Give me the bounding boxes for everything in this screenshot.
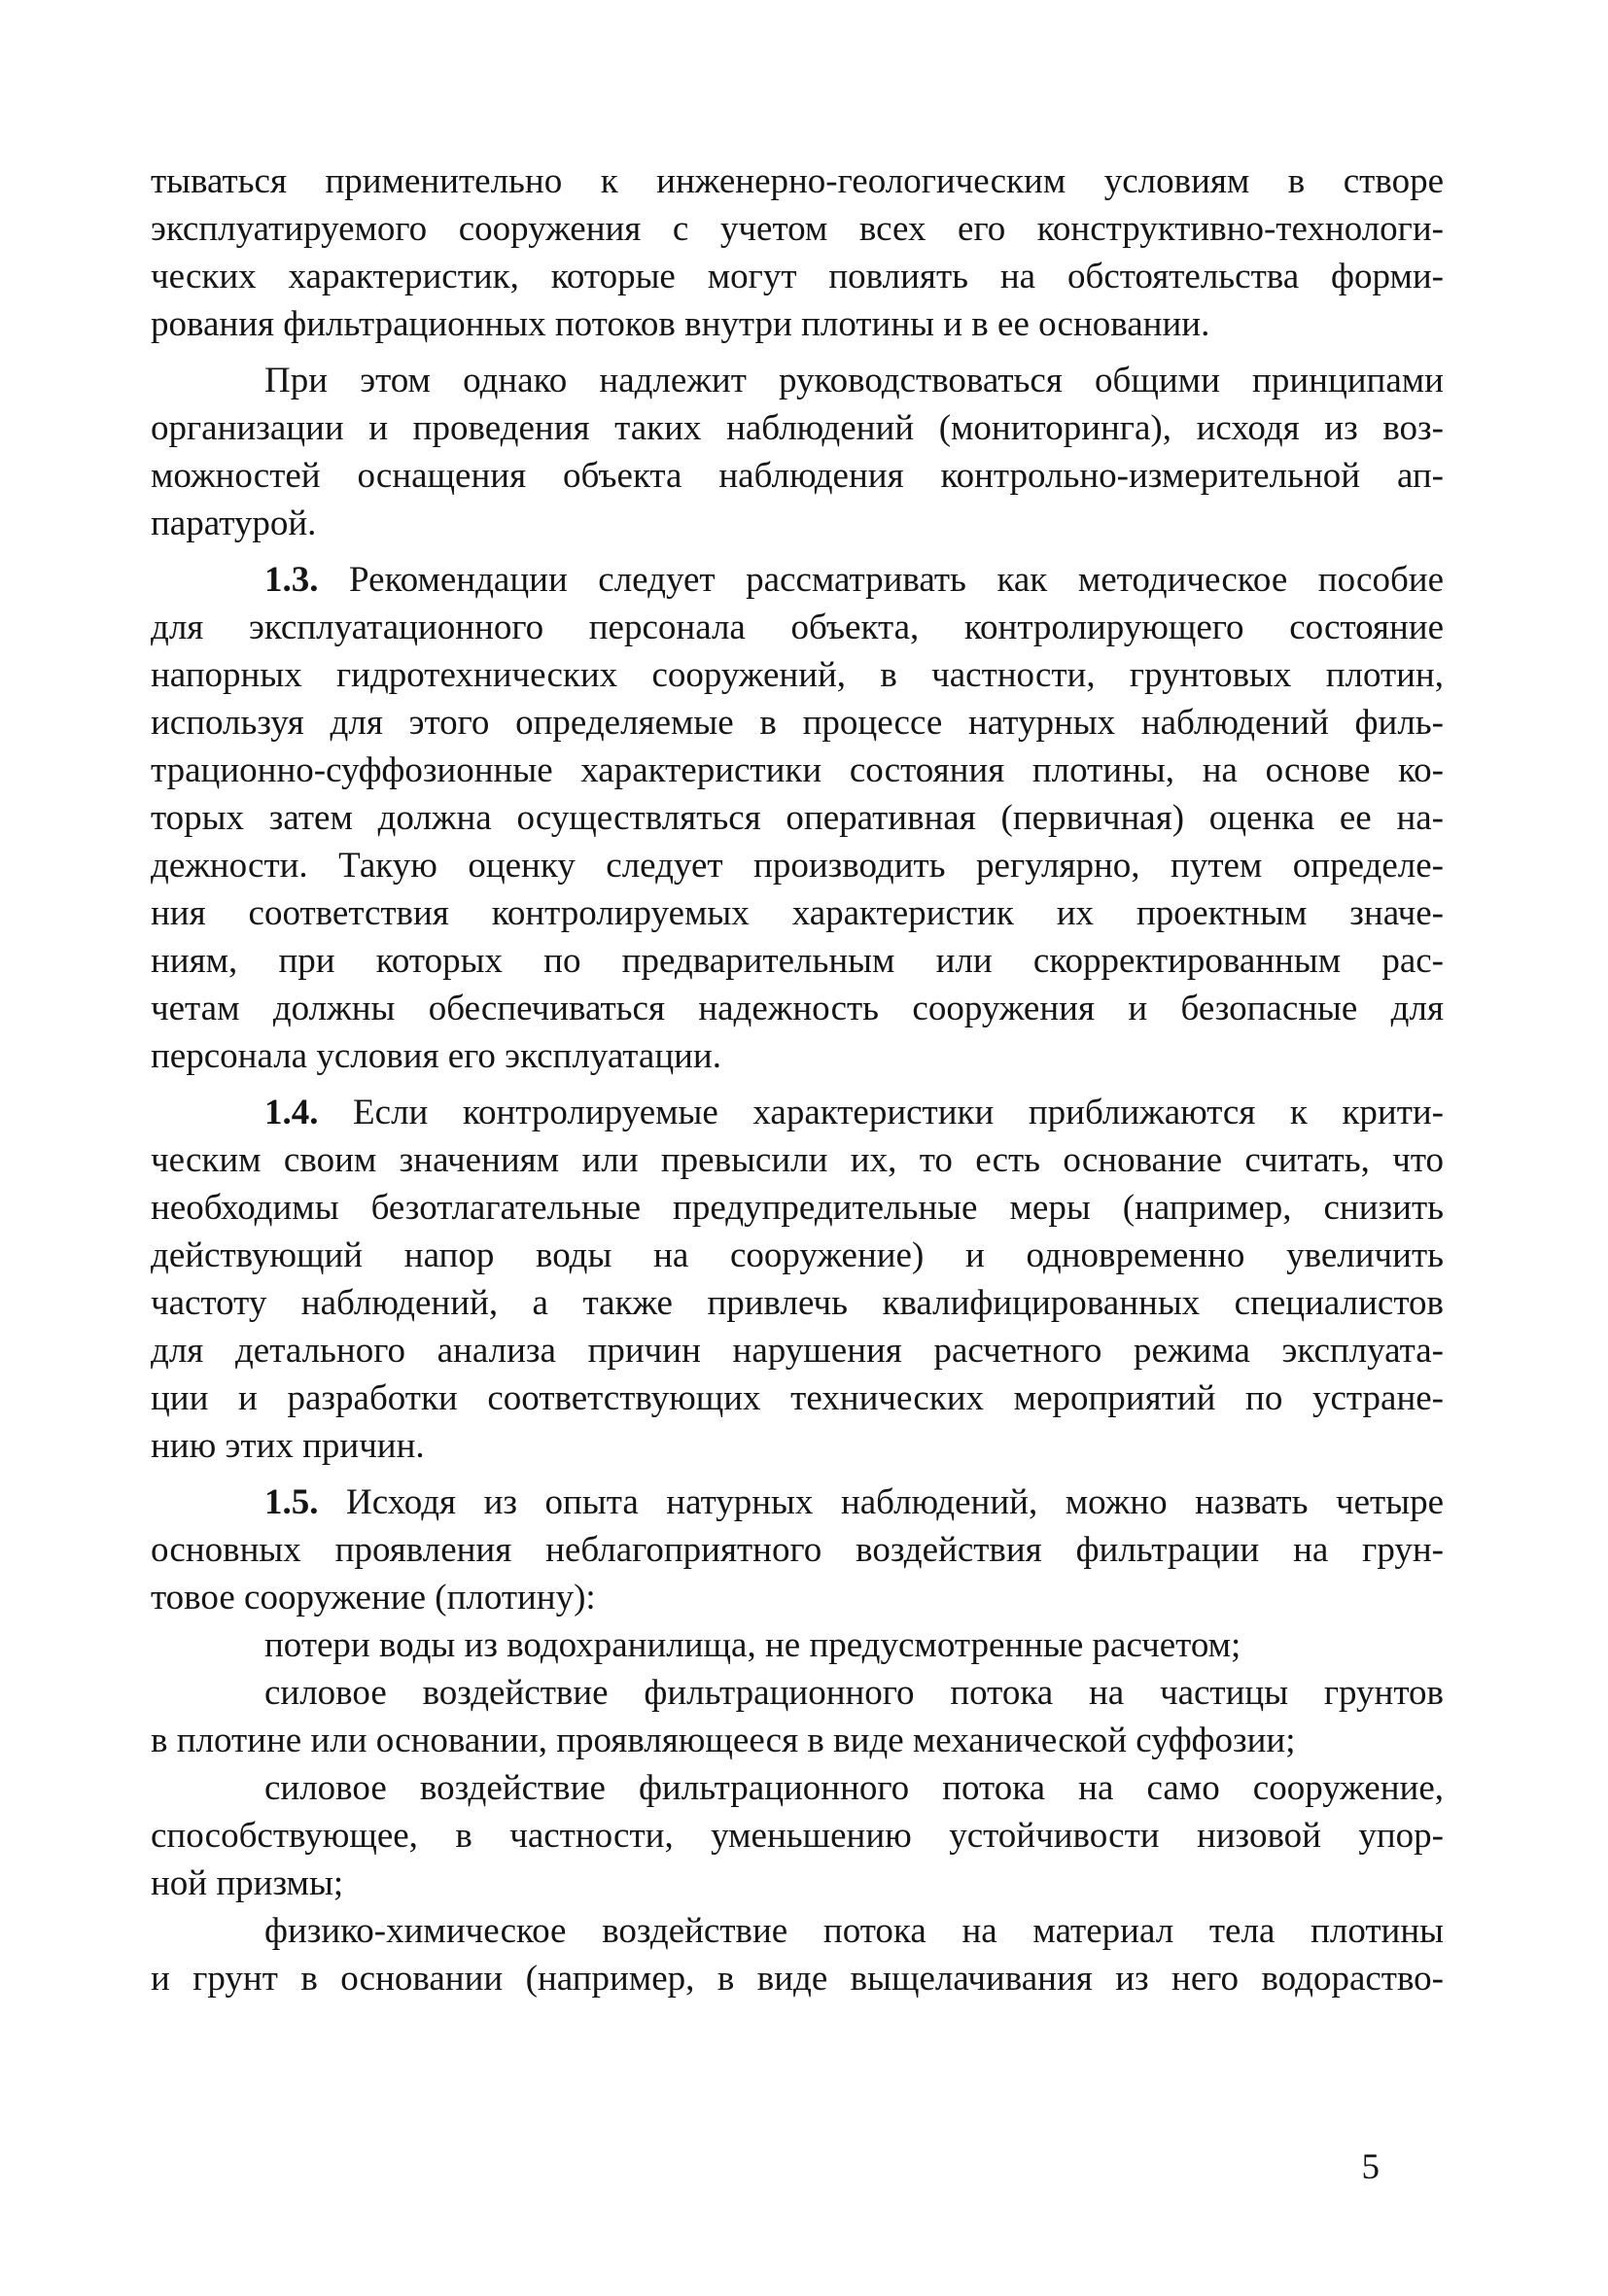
- text-line: ции и разработки соответствующих технических мероприятий по устране-: [151, 1378, 1444, 1418]
- paragraph-continuation: [151, 157, 1444, 348]
- text-line: силовое воздействие фильтрационного потока на само сооружение,: [264, 1768, 1444, 1808]
- text-line: торых затем должна осуществляться оперативная (первичная) оценка ее на-: [151, 798, 1444, 838]
- text-line: основных проявления неблагоприятного воздействия фильтрации на грун-: [151, 1530, 1444, 1570]
- text-line: ниям, при которых по предварительным или скорректированным рас-: [151, 941, 1444, 981]
- text-line: физико-химическое воздействие потока на материал тела плотины: [264, 1911, 1444, 1951]
- text-line: При этом однако надлежит руководствоваться общими принципами: [264, 361, 1444, 400]
- text-line: ческим своим значениям или превысили их, то есть основание считать, что: [151, 1140, 1444, 1180]
- text-line: необходимы безотлагательные предупредительные меры (например, снизить: [151, 1188, 1444, 1228]
- text-line: силовое воздействие фильтрационного потока на частицы грунтов: [264, 1673, 1444, 1713]
- text-line: напорных гидротехнических сооружений, в частности, грунтовых плотин,: [151, 655, 1444, 695]
- list-item: [151, 1907, 1444, 2002]
- list-item: [151, 1764, 1444, 1907]
- section-lead-text: Если контролируемые характеристики приближаются к крити-: [318, 1093, 1444, 1132]
- text-line: частоту наблюдений, а также привлечь квалифицированных специалистов: [151, 1283, 1444, 1323]
- text-line: нию этих причин.: [151, 1426, 425, 1466]
- text-line: четам должны обеспечиваться надежность сооружения и безопасные для: [151, 989, 1444, 1028]
- section-number: 1.5.: [264, 1482, 319, 1522]
- text-line: рования фильтрационных потоков внутри плотины и в ее основании.: [151, 304, 1210, 344]
- section-number: 1.4.: [264, 1093, 319, 1132]
- text-line: трационно-суффозионные характеристики состояния плотины, на основе ко-: [151, 750, 1444, 790]
- text-line: для детального анализа причин нарушения расчетного режима эксплуата-: [151, 1331, 1444, 1371]
- text-line: товое сооружение (плотину):: [151, 1578, 596, 1618]
- section-1-3: [151, 556, 1444, 1080]
- text-line: потери воды из водохранилища, не предусмотренные расчетом;: [264, 1625, 1241, 1665]
- text-line: [151, 556, 1444, 604]
- page-body: [151, 157, 1444, 2002]
- text-line: организации и проведения таких наблюдений (мониторинга), исходя из воз-: [151, 408, 1444, 448]
- text-line: действующий напор воды на сооружение) и одновременно увеличить: [151, 1235, 1444, 1275]
- text-line: можностей оснащения объекта наблюдения контрольно-измерительной ап-: [151, 456, 1444, 496]
- text-line: в плотине или основании, проявляющееся в виде механической суффозии;: [151, 1721, 1296, 1760]
- text-line: и грунт в основании (например, в виде выщелачивания из него водораство-: [151, 1959, 1444, 1999]
- section-1-4: [151, 1089, 1444, 1470]
- section-lead-text: Исходя из опыта натурных наблюдений, можно назвать четыре: [318, 1482, 1444, 1522]
- text-line: используя для этого определяемые в процессе натурных наблюдений филь-: [151, 703, 1444, 743]
- text-line: ческих характеристик, которые могут повлиять на обстоятельства форми-: [151, 257, 1444, 296]
- text-line: эксплуатируемого сооружения с учетом всех его конструктивно-технологи-: [151, 209, 1444, 249]
- section-1-5: [151, 1478, 1444, 2002]
- section-lead-text: Рекомендации следует рассматривать как методическое пособие: [318, 560, 1444, 600]
- list-item: [151, 1621, 1444, 1669]
- text-line: персонала условия его эксплуатации.: [151, 1036, 721, 1076]
- text-line: способствующее, в частности, уменьшению устойчивости низовой упор-: [151, 1816, 1444, 1856]
- text-line: [151, 1089, 1444, 1136]
- list-item: [151, 1669, 1444, 1764]
- page-number: 5: [1361, 2147, 1380, 2187]
- text-line: ной призмы;: [151, 1863, 344, 1903]
- text-line: ния соответствия контролируемых характеристик их проектным значе-: [151, 893, 1444, 933]
- text-line: тываться применительно к инженерно-геологическим условиям в створе: [151, 161, 1444, 201]
- text-line: дежности. Такую оценку следует производить регулярно, путем определе-: [151, 846, 1444, 886]
- text-line: паратурой.: [151, 504, 317, 543]
- text-line: [151, 1478, 1444, 1526]
- section-number: 1.3.: [264, 560, 319, 600]
- text-line: для эксплуатационного персонала объекта, контролирующего состояние: [151, 608, 1444, 647]
- paragraph-principles: [151, 357, 1444, 547]
